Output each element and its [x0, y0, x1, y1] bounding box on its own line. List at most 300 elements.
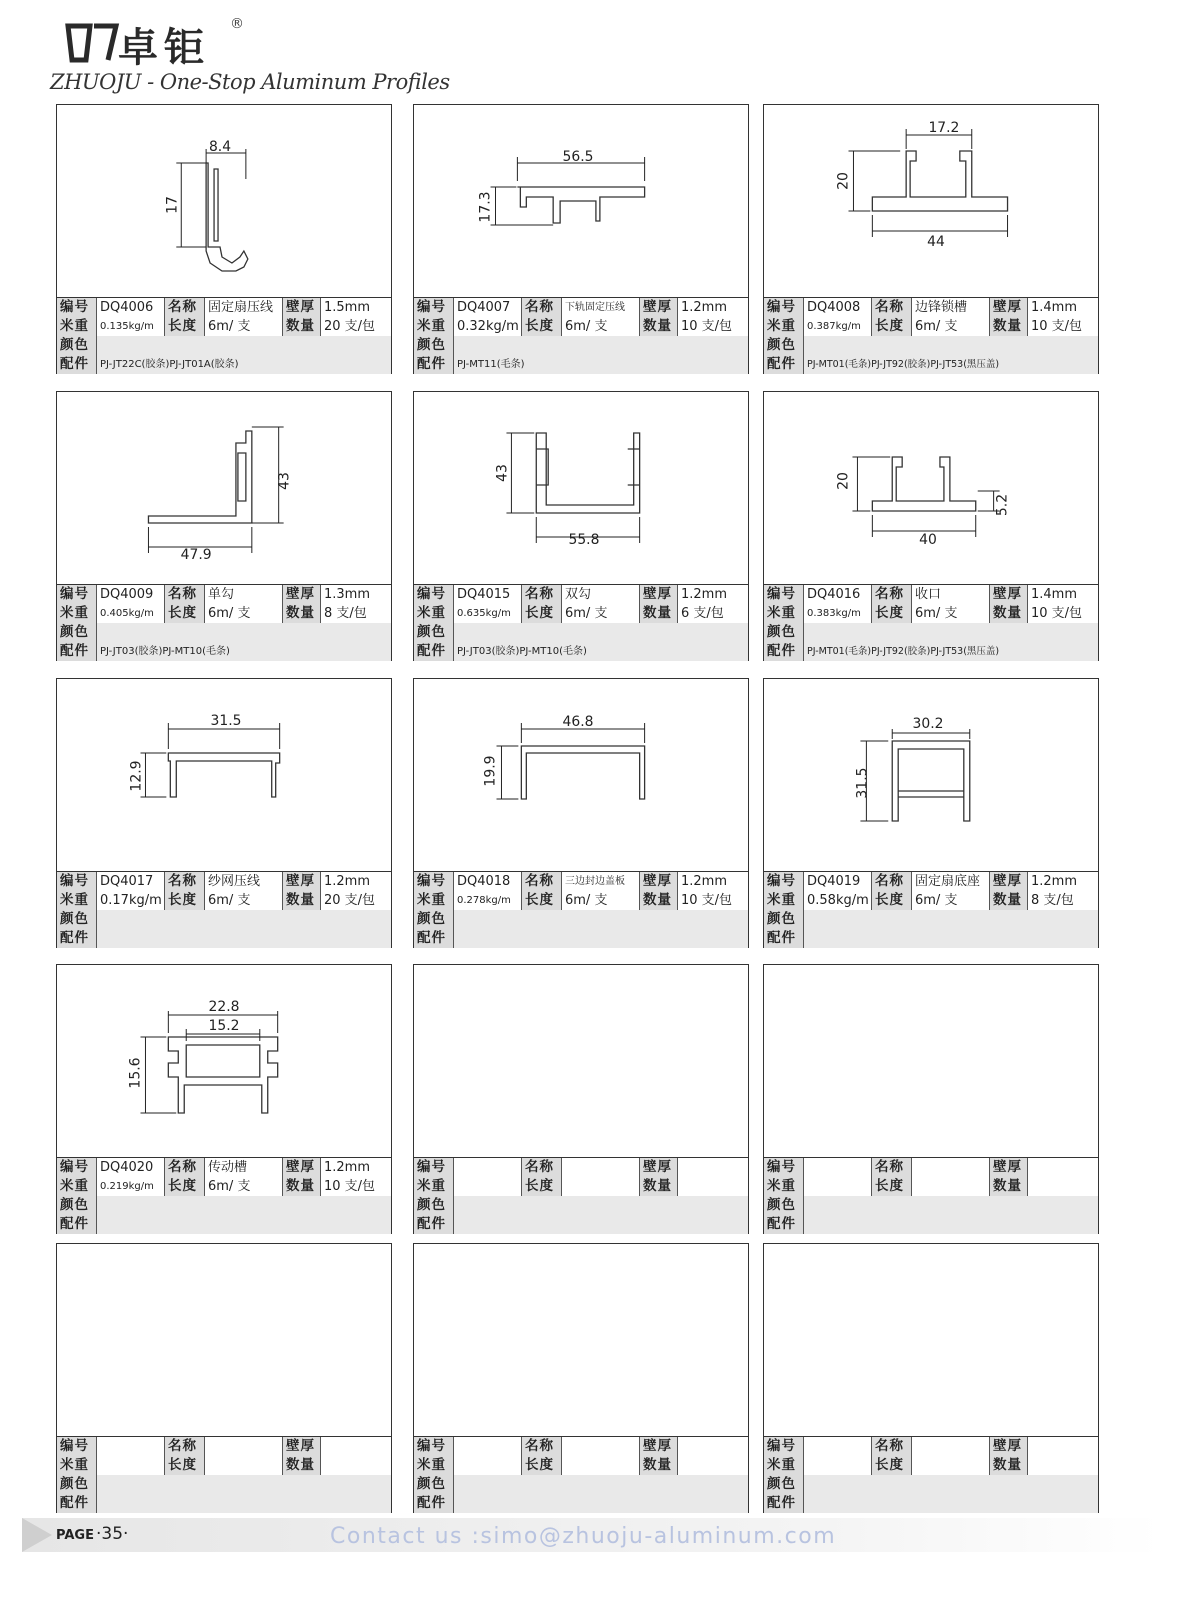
spec-row-parts: [57, 1215, 391, 1234]
field-label: 壁厚: [640, 872, 678, 891]
field-value: 1.2mm: [324, 874, 371, 889]
field-value: [454, 1177, 522, 1196]
field-label: 名称: [522, 872, 562, 891]
field-value: 20 支/包: [324, 893, 376, 908]
field-label: 编号: [764, 585, 804, 604]
field-value: 8 支/包: [1031, 893, 1074, 908]
drawing-area: [764, 1244, 1098, 1436]
field-value: [678, 1437, 750, 1456]
spec-row-weight: [57, 1456, 391, 1476]
field-value: [97, 929, 393, 948]
field-label: 编号: [57, 298, 97, 317]
field-value: 6m/ 支: [912, 891, 990, 910]
field-label: 米重: [414, 317, 454, 336]
field-value: [804, 1177, 872, 1196]
field-value: 6m/ 支: [912, 604, 990, 623]
field-label: 米重: [764, 891, 804, 910]
field-value: [97, 1215, 393, 1234]
field-label: 壁厚: [990, 1437, 1028, 1456]
footer-arrow: [22, 1518, 52, 1552]
drawing-area: [414, 679, 748, 871]
field-label: 名称: [522, 1158, 562, 1177]
profile-card: [413, 391, 749, 661]
field-label: 米重: [764, 1456, 804, 1475]
field-value: 三边封边盖板: [562, 872, 640, 891]
field-value: 6m/ 支: [912, 317, 990, 336]
spec-row-code: [57, 1437, 391, 1457]
field-label: 名称: [522, 1437, 562, 1456]
field-value: [454, 910, 750, 929]
field-label: 配件: [414, 929, 454, 948]
page-label: PAGE: [56, 1528, 94, 1543]
field-label: 壁厚: [990, 298, 1028, 317]
dimension-label: 20: [835, 172, 852, 190]
drawing-area: [57, 1244, 391, 1436]
field-label: 米重: [57, 891, 97, 910]
dimension-label: 31.5: [854, 767, 871, 799]
field-value: [97, 1456, 165, 1475]
spec-row-color: [57, 336, 391, 356]
spec-row-weight: [414, 604, 748, 624]
field-value: [454, 1475, 750, 1494]
field-value: [804, 1437, 872, 1456]
field-label: 编号: [414, 298, 454, 317]
spec-row-weight: [57, 891, 391, 911]
field-value: [804, 910, 1100, 929]
dimension-label: 31.5: [210, 712, 242, 730]
spec-row-color: [764, 1196, 1098, 1216]
field-label: 数量: [283, 604, 321, 623]
field-value: 6m/ 支: [562, 891, 640, 910]
page-number: ·35·: [96, 1524, 129, 1544]
field-label: 配件: [414, 642, 454, 661]
dimension-label: 17: [164, 196, 181, 214]
profile-cross-section: [764, 392, 1098, 584]
brand-tagline: ZHUOJU - One-Stop Aluminum Profiles: [50, 70, 450, 94]
field-label: 颜色: [414, 1196, 454, 1215]
field-value: 传动槽: [205, 1158, 283, 1177]
dimension-label: 15.6: [127, 1057, 144, 1089]
field-label: 颜色: [414, 623, 454, 642]
field-value: 固定扇压线: [205, 298, 283, 317]
field-label: 配件: [57, 1494, 97, 1513]
field-value: 6 支/包: [681, 606, 724, 621]
field-label: 壁厚: [640, 585, 678, 604]
field-value: 纱网压线: [205, 872, 283, 891]
field-value: 10 支/包: [681, 319, 733, 334]
dimension-label: 22.8: [208, 998, 240, 1016]
field-value: 6m/ 支: [562, 317, 640, 336]
profile-cross-section: [764, 679, 1098, 871]
field-label: 数量: [283, 317, 321, 336]
field-label: 配件: [414, 1494, 454, 1513]
field-label: 名称: [165, 1158, 205, 1177]
field-value: DQ4015: [454, 585, 522, 604]
field-value: [804, 1158, 872, 1177]
field-label: 长度: [522, 1456, 562, 1475]
field-label: 配件: [57, 929, 97, 948]
spec-row-parts: [57, 929, 391, 948]
field-label: 颜色: [764, 1475, 804, 1494]
dimension-label: 15.2: [208, 1017, 240, 1035]
field-label: 壁厚: [283, 1437, 321, 1456]
spec-row-code: [57, 872, 391, 892]
field-label: 长度: [872, 604, 912, 623]
field-value: 0.17kg/m: [97, 891, 165, 910]
field-value: 10 支/包: [1031, 606, 1083, 621]
field-label: 长度: [165, 317, 205, 336]
dimension-label: 20: [835, 472, 852, 490]
spec-table: [764, 584, 1098, 661]
field-label: 颜色: [57, 910, 97, 929]
field-label: 名称: [165, 298, 205, 317]
dimension-label: 43: [276, 472, 293, 490]
field-value: [454, 929, 750, 948]
field-label: 编号: [414, 1437, 454, 1456]
spec-table: [764, 1436, 1098, 1513]
spec-row-color: [414, 1475, 748, 1495]
field-label: 长度: [522, 1177, 562, 1196]
field-value: [454, 1456, 522, 1475]
field-value: 0.32kg/m: [454, 317, 522, 336]
spec-table: [414, 1157, 748, 1234]
field-label: 配件: [764, 642, 804, 661]
spec-row-color: [764, 1475, 1098, 1495]
field-label: 配件: [764, 1494, 804, 1513]
field-value: PJ-MT01(毛条)PJ-JT92(胶条)PJ-JT53(黑压盖): [807, 359, 1000, 370]
field-value: 0.387kg/m: [804, 317, 872, 336]
field-value: 边锋锁槽: [912, 298, 990, 317]
field-value: 0.219kg/m: [97, 1177, 165, 1196]
field-label: 配件: [57, 1215, 97, 1234]
spec-row-code: [414, 872, 748, 892]
field-value: 1.4mm: [1031, 300, 1078, 315]
field-value: [454, 1437, 522, 1456]
field-label: 数量: [640, 1456, 678, 1475]
profile-card: [763, 391, 1099, 661]
field-label: 壁厚: [283, 872, 321, 891]
field-value: PJ-JT22C(胶条)PJ-JT01A(胶条): [100, 359, 239, 370]
field-value: DQ4008: [804, 298, 872, 317]
profile-cross-section: [414, 105, 748, 297]
field-value: [912, 1158, 990, 1177]
spec-row-code: [414, 585, 748, 605]
spec-row-weight: [414, 317, 748, 337]
spec-row-parts: [414, 1494, 748, 1513]
dimension-label: 17.3: [477, 191, 494, 223]
field-label: 颜色: [57, 623, 97, 642]
field-label: 颜色: [57, 1196, 97, 1215]
field-value: DQ4018: [454, 872, 522, 891]
field-value: 1.2mm: [324, 1160, 371, 1175]
field-value: 0.135kg/m: [97, 317, 165, 336]
spec-table: [57, 871, 391, 948]
spec-row-color: [57, 1475, 391, 1495]
spec-row-code: [764, 872, 1098, 892]
spec-table: [414, 297, 748, 374]
field-value: 1.2mm: [681, 874, 728, 889]
field-value: 10 支/包: [681, 893, 733, 908]
field-value: PJ-JT03(胶条)PJ-MT10(毛条): [100, 646, 230, 657]
spec-row-weight: [764, 1456, 1098, 1476]
spec-row-parts: [414, 642, 748, 661]
field-value: [562, 1158, 640, 1177]
field-value: 1.2mm: [681, 587, 728, 602]
spec-row-code: [764, 585, 1098, 605]
spec-row-parts: [414, 355, 748, 374]
spec-row-color: [764, 623, 1098, 643]
dimension-label: 46.8: [562, 713, 594, 731]
field-value: [678, 1456, 750, 1475]
field-label: 名称: [872, 1437, 912, 1456]
spec-table: [414, 1436, 748, 1513]
field-label: 壁厚: [990, 585, 1028, 604]
drawing-area: [57, 392, 391, 584]
field-value: [912, 1456, 990, 1475]
field-label: 编号: [57, 1437, 97, 1456]
field-value: DQ4020: [97, 1158, 165, 1177]
spec-row-code: [414, 1158, 748, 1178]
field-label: 米重: [414, 1177, 454, 1196]
spec-table: [57, 297, 391, 374]
field-value: DQ4006: [97, 298, 165, 317]
field-value: 1.3mm: [324, 587, 371, 602]
spec-table: [57, 584, 391, 661]
field-label: 长度: [522, 317, 562, 336]
field-label: 长度: [165, 1177, 205, 1196]
dimension-label: 44: [927, 233, 945, 251]
field-label: 数量: [640, 1177, 678, 1196]
field-label: 编号: [414, 1158, 454, 1177]
spec-row-color: [764, 910, 1098, 930]
field-value: [1028, 1437, 1100, 1456]
field-label: 配件: [764, 929, 804, 948]
field-label: 数量: [283, 1456, 321, 1475]
field-value: 10 支/包: [1031, 319, 1083, 334]
spec-row-parts: [764, 1215, 1098, 1234]
field-label: 名称: [522, 298, 562, 317]
field-label: 数量: [990, 891, 1028, 910]
profile-cross-section: [57, 105, 391, 297]
field-label: 数量: [640, 317, 678, 336]
field-value: [97, 1475, 393, 1494]
field-value: [562, 1177, 640, 1196]
field-value: [454, 1196, 750, 1215]
field-value: [97, 336, 393, 355]
spec-row-weight: [57, 1177, 391, 1197]
profile-card: [763, 1243, 1099, 1513]
spec-table: [414, 584, 748, 661]
field-value: [912, 1437, 990, 1456]
brand-logo-icon: [64, 20, 124, 64]
field-label: 壁厚: [640, 298, 678, 317]
dimension-label: 30.2: [912, 715, 944, 733]
field-label: 米重: [57, 604, 97, 623]
field-value: [1028, 1177, 1100, 1196]
spec-row-color: [414, 910, 748, 930]
field-value: 0.405kg/m: [97, 604, 165, 623]
field-label: 编号: [57, 585, 97, 604]
field-label: 壁厚: [640, 1437, 678, 1456]
field-label: 数量: [990, 317, 1028, 336]
field-value: 0.58kg/m: [804, 891, 872, 910]
field-label: 数量: [283, 891, 321, 910]
field-value: [205, 1456, 283, 1475]
field-value: [1028, 1456, 1100, 1475]
dimension-label: 47.9: [180, 546, 212, 564]
field-value: [804, 929, 1100, 948]
profile-card: [56, 678, 392, 948]
profile-card: [413, 104, 749, 374]
field-value: [562, 1437, 640, 1456]
drawing-area: [57, 679, 391, 871]
dimension-label: 55.8: [568, 531, 600, 549]
field-label: 颜色: [764, 623, 804, 642]
spec-row-color: [414, 623, 748, 643]
field-label: 米重: [414, 1456, 454, 1475]
field-label: 数量: [990, 1177, 1028, 1196]
field-value: [97, 910, 393, 929]
field-label: 名称: [872, 1158, 912, 1177]
field-label: 颜色: [414, 1475, 454, 1494]
spec-row-color: [414, 336, 748, 356]
field-value: [454, 1215, 750, 1234]
spec-row-color: [57, 910, 391, 930]
field-label: 米重: [764, 317, 804, 336]
field-label: 长度: [165, 891, 205, 910]
profile-cross-section: [57, 392, 391, 584]
drawing-area: [764, 679, 1098, 871]
profile-card: [56, 104, 392, 374]
field-value: [97, 623, 393, 642]
field-value: 单勾: [205, 585, 283, 604]
field-label: 名称: [872, 298, 912, 317]
field-label: 编号: [57, 872, 97, 891]
field-label: 长度: [165, 604, 205, 623]
field-value: DQ4017: [97, 872, 165, 891]
spec-row-weight: [764, 1177, 1098, 1197]
drawing-area: [414, 965, 748, 1157]
field-value: [97, 1437, 165, 1456]
dimension-label: 40: [919, 531, 937, 549]
dimension-label: 43: [494, 464, 511, 482]
field-value: [678, 1177, 750, 1196]
spec-row-parts: [764, 355, 1098, 374]
spec-row-parts: [57, 1494, 391, 1513]
spec-row-color: [57, 1196, 391, 1216]
spec-row-parts: [764, 929, 1098, 948]
drawing-area: [414, 1244, 748, 1436]
field-value: 6m/ 支: [205, 1177, 283, 1196]
spec-row-code: [764, 1437, 1098, 1457]
field-label: 名称: [165, 872, 205, 891]
profile-card: [763, 964, 1099, 1234]
field-value: 6m/ 支: [205, 317, 283, 336]
profile-cross-section: [57, 965, 391, 1157]
profile-card: [413, 964, 749, 1234]
field-value: 0.278kg/m: [454, 891, 522, 910]
spec-row-code: [414, 298, 748, 318]
field-label: 配件: [764, 355, 804, 374]
spec-row-color: [764, 336, 1098, 356]
spec-table: [414, 871, 748, 948]
field-label: 壁厚: [640, 1158, 678, 1177]
field-label: 米重: [57, 317, 97, 336]
field-label: 编号: [764, 872, 804, 891]
field-label: 颜色: [764, 910, 804, 929]
field-value: 6m/ 支: [205, 604, 283, 623]
field-value: [804, 336, 1100, 355]
field-label: 编号: [414, 872, 454, 891]
dimension-label: 5.2: [994, 493, 1011, 517]
field-label: 米重: [764, 1177, 804, 1196]
brand-name: 卓钜: [118, 25, 210, 71]
field-value: [321, 1456, 393, 1475]
field-label: 颜色: [764, 1196, 804, 1215]
field-label: 名称: [522, 585, 562, 604]
field-value: 1.5mm: [324, 300, 371, 315]
field-label: 名称: [872, 872, 912, 891]
field-value: PJ-JT03(胶条)PJ-MT10(毛条): [457, 646, 587, 657]
contact-email[interactable]: Contact us :simo@zhuoju-aluminum.com: [330, 1524, 837, 1549]
profile-cross-section: [57, 679, 391, 871]
field-label: 编号: [414, 585, 454, 604]
profile-card: [413, 678, 749, 948]
spec-row-code: [414, 1437, 748, 1457]
field-label: 米重: [764, 604, 804, 623]
drawing-area: [764, 105, 1098, 297]
field-value: 收口: [912, 585, 990, 604]
field-label: 数量: [640, 604, 678, 623]
field-label: 数量: [640, 891, 678, 910]
spec-row-weight: [764, 317, 1098, 337]
field-value: 10 支/包: [324, 1179, 376, 1194]
field-label: 米重: [57, 1177, 97, 1196]
profile-cross-section: [764, 105, 1098, 297]
profile-cross-section: [414, 679, 748, 871]
field-value: [804, 1196, 1100, 1215]
field-value: DQ4009: [97, 585, 165, 604]
field-label: 颜色: [57, 1475, 97, 1494]
field-label: 编号: [764, 298, 804, 317]
field-label: 编号: [764, 1158, 804, 1177]
field-label: 颜色: [414, 336, 454, 355]
field-label: 长度: [872, 891, 912, 910]
field-label: 配件: [764, 1215, 804, 1234]
field-value: [1028, 1158, 1100, 1177]
field-value: [804, 1494, 1100, 1513]
field-value: 1.2mm: [1031, 874, 1078, 889]
spec-row-code: [764, 298, 1098, 318]
profile-card: [56, 1243, 392, 1513]
field-value: DQ4016: [804, 585, 872, 604]
field-label: 名称: [872, 585, 912, 604]
spec-row-code: [57, 1158, 391, 1178]
spec-row-weight: [414, 891, 748, 911]
field-value: 固定扇底座: [912, 872, 990, 891]
spec-row-parts: [57, 642, 391, 661]
field-value: [562, 1456, 640, 1475]
field-value: [454, 1494, 750, 1513]
field-label: 长度: [522, 604, 562, 623]
dimension-label: 56.5: [562, 148, 594, 166]
spec-table: [57, 1157, 391, 1234]
field-label: 长度: [872, 1456, 912, 1475]
field-label: 壁厚: [990, 1158, 1028, 1177]
field-label: 米重: [414, 604, 454, 623]
field-value: 6m/ 支: [562, 604, 640, 623]
spec-table: [764, 297, 1098, 374]
